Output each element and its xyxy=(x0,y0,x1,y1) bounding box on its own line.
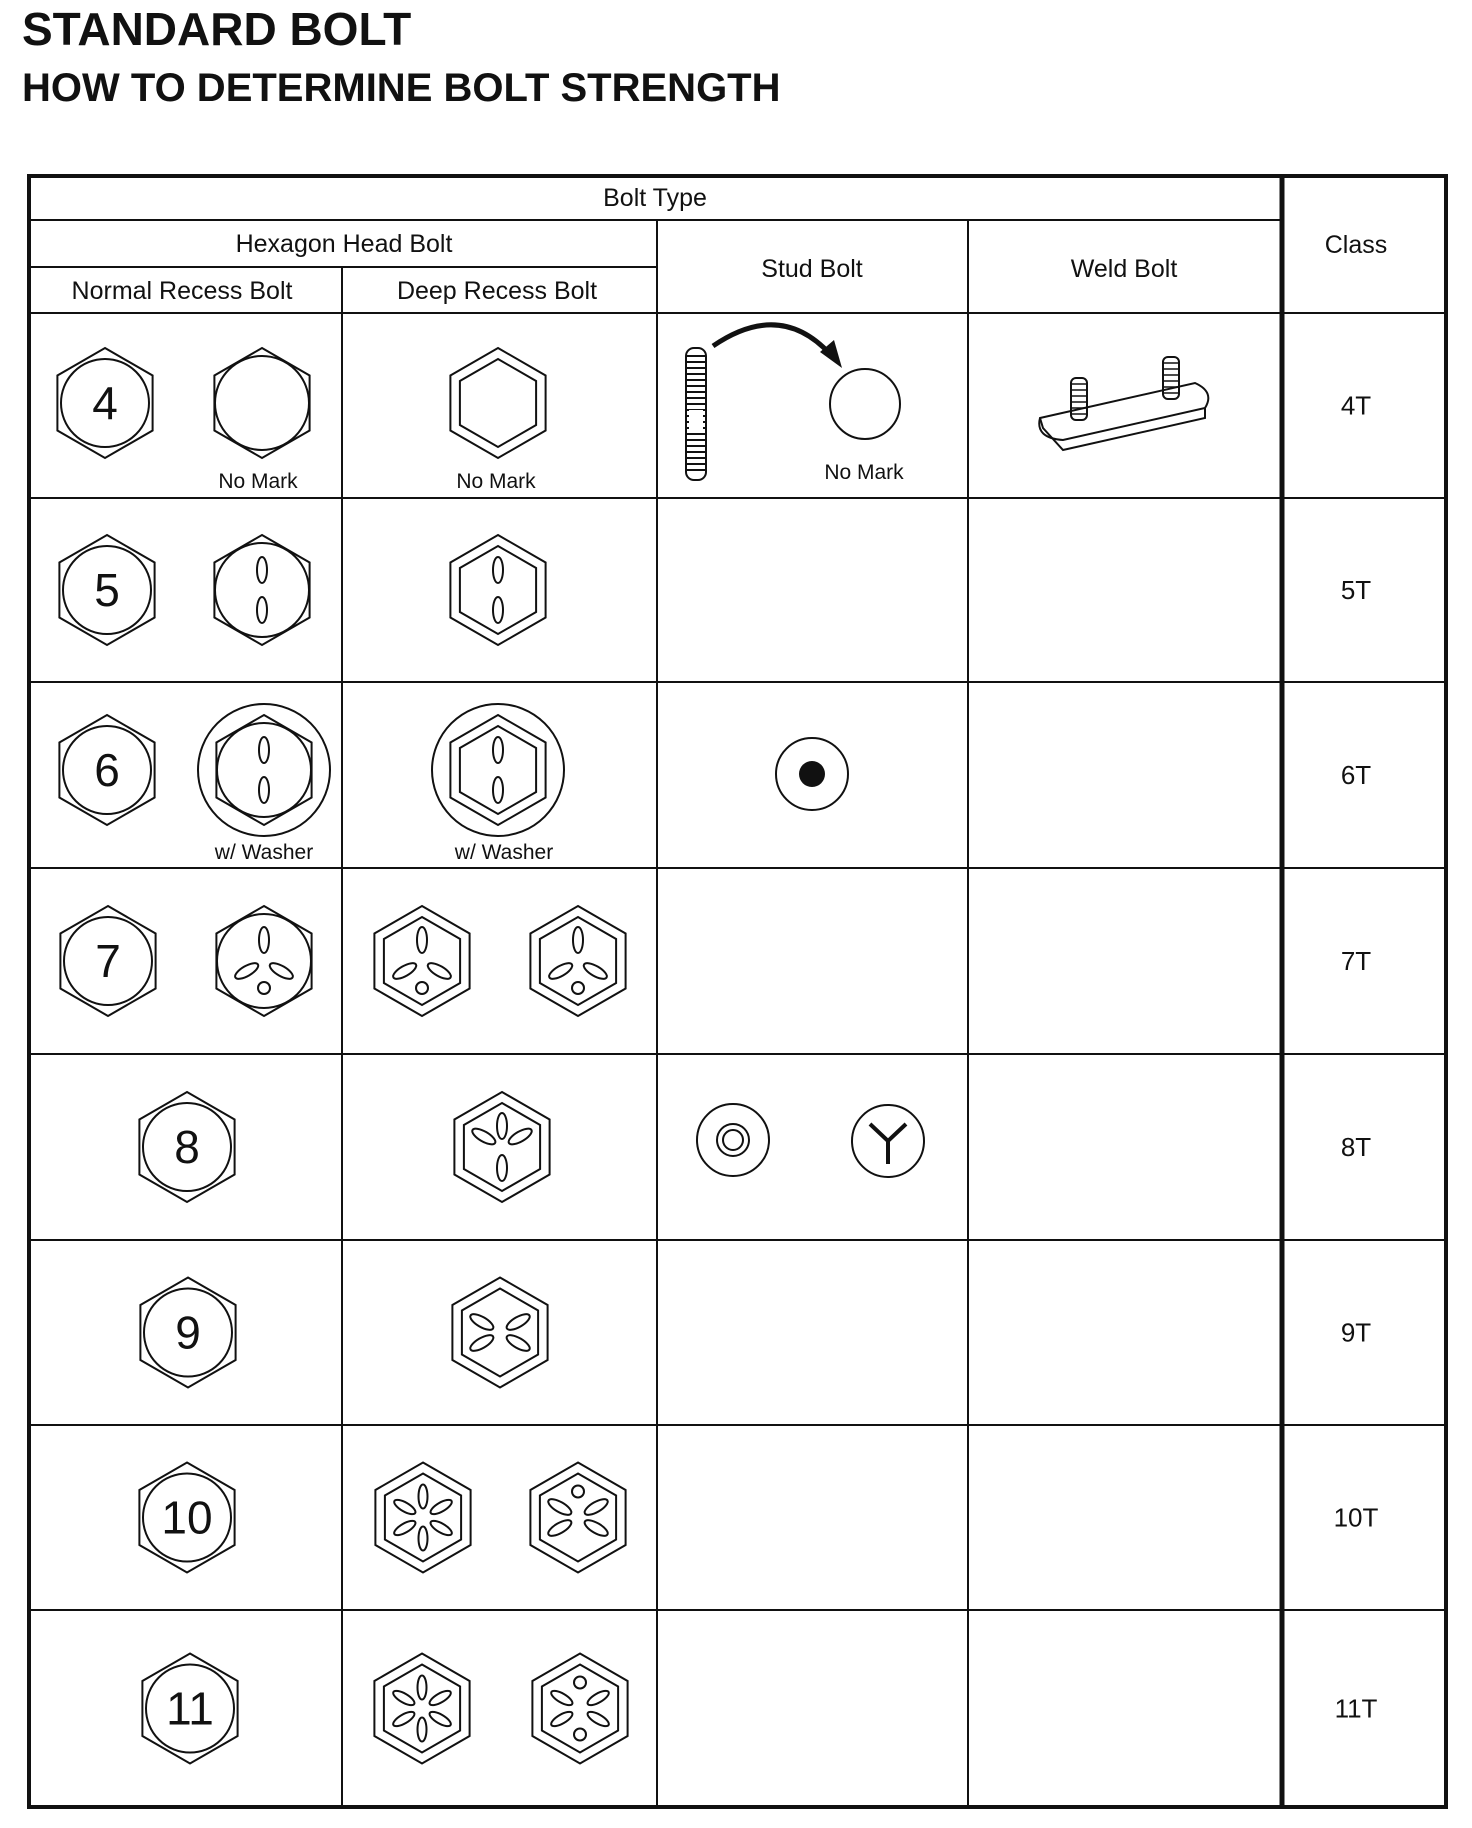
bolt-number: 11 xyxy=(166,1682,214,1735)
header-deep-recess-bolt: Deep Recess Bolt xyxy=(396,277,598,305)
hex-bolt-head-six-lines-icon xyxy=(532,1654,627,1764)
no-mark-caption: No Mark xyxy=(456,470,536,493)
hex-bolt-head-washer-icon xyxy=(198,704,330,836)
header-hexagon-head-bolt: Hexagon Head Bolt xyxy=(235,230,453,258)
hex-bolt-head-three-lines-icon xyxy=(374,906,469,1016)
table-rows xyxy=(29,313,1446,1764)
bolt-number: 5 xyxy=(94,564,120,616)
page-subtitle: HOW TO DETERMINE BOLT STRENGTH xyxy=(22,66,781,110)
table-border xyxy=(29,176,1446,1807)
bolt-number: 4 xyxy=(92,377,118,429)
hex-bolt-head-numbered-icon xyxy=(59,715,154,825)
class-label: 7T xyxy=(1340,946,1372,976)
weld-bolt-icon xyxy=(1039,357,1208,450)
hex-bolt-head-three-lines-icon xyxy=(216,906,311,1016)
header-weld-bolt: Weld Bolt xyxy=(1070,255,1178,283)
hex-bolt-head-washer-icon xyxy=(432,704,564,836)
hex-bolt-head-numbered-icon xyxy=(142,1654,237,1764)
no-mark-caption: No Mark xyxy=(824,461,904,484)
hex-bolt-head-six-lines-icon xyxy=(375,1463,470,1573)
hex-bolt-head-five-lines-icon xyxy=(530,1463,625,1573)
no-mark-caption: No Mark xyxy=(218,470,298,493)
hex-bolt-head-two-lines-icon xyxy=(450,535,545,645)
class-label: 9T xyxy=(1340,1317,1372,1348)
header-bolt-type: Bolt Type xyxy=(603,184,707,212)
stud-end-dot-icon xyxy=(776,738,848,810)
class-label: 5T xyxy=(1340,575,1372,605)
hex-bolt-head-two-lines-icon xyxy=(214,535,309,645)
hex-bolt-head-numbered-icon xyxy=(57,348,152,458)
bolt-number: 10 xyxy=(161,1491,213,1544)
hex-bolt-head-numbered-icon xyxy=(140,1278,235,1388)
washer-caption: w/ Washer xyxy=(214,841,314,864)
bolt-number: 7 xyxy=(95,935,121,987)
bolt-number: 8 xyxy=(174,1121,200,1173)
hex-bolt-head-six-lines-icon xyxy=(374,1654,469,1764)
header-class: Class xyxy=(1324,231,1388,259)
washer-caption: w/ Washer xyxy=(454,841,554,864)
hex-bolt-head-numbered-icon xyxy=(139,1092,234,1202)
bolt-number: 9 xyxy=(175,1306,201,1359)
class-label: 11T xyxy=(1334,1693,1378,1724)
header-normal-recess-bolt: Normal Recess Bolt xyxy=(71,277,293,305)
hex-bolt-head-numbered-icon xyxy=(59,535,154,645)
hex-bolt-head-numbered-icon xyxy=(60,906,155,1016)
stud-end-y-mark-icon xyxy=(852,1105,924,1177)
hex-bolt-head-no-mark-icon xyxy=(450,348,545,458)
stud-end-ring-icon xyxy=(697,1104,769,1176)
hex-bolt-head-four-lines-icon xyxy=(454,1092,549,1202)
class-label: 10T xyxy=(1333,1502,1379,1533)
hex-bolt-head-no-mark-icon xyxy=(214,348,309,458)
header-stud-bolt: Stud Bolt xyxy=(761,255,863,283)
page-title: STANDARD BOLT xyxy=(22,3,412,55)
stud-bolt-icon xyxy=(686,325,900,480)
class-label: 8T xyxy=(1340,1132,1372,1162)
hex-bolt-head-numbered-icon xyxy=(139,1463,234,1573)
bolt-number: 6 xyxy=(94,744,120,796)
class-label: 4T xyxy=(1340,390,1372,421)
hex-bolt-head-four-lines-icon xyxy=(452,1278,547,1388)
class-label: 6T xyxy=(1340,760,1372,790)
hex-bolt-head-three-lines-icon xyxy=(530,906,625,1016)
